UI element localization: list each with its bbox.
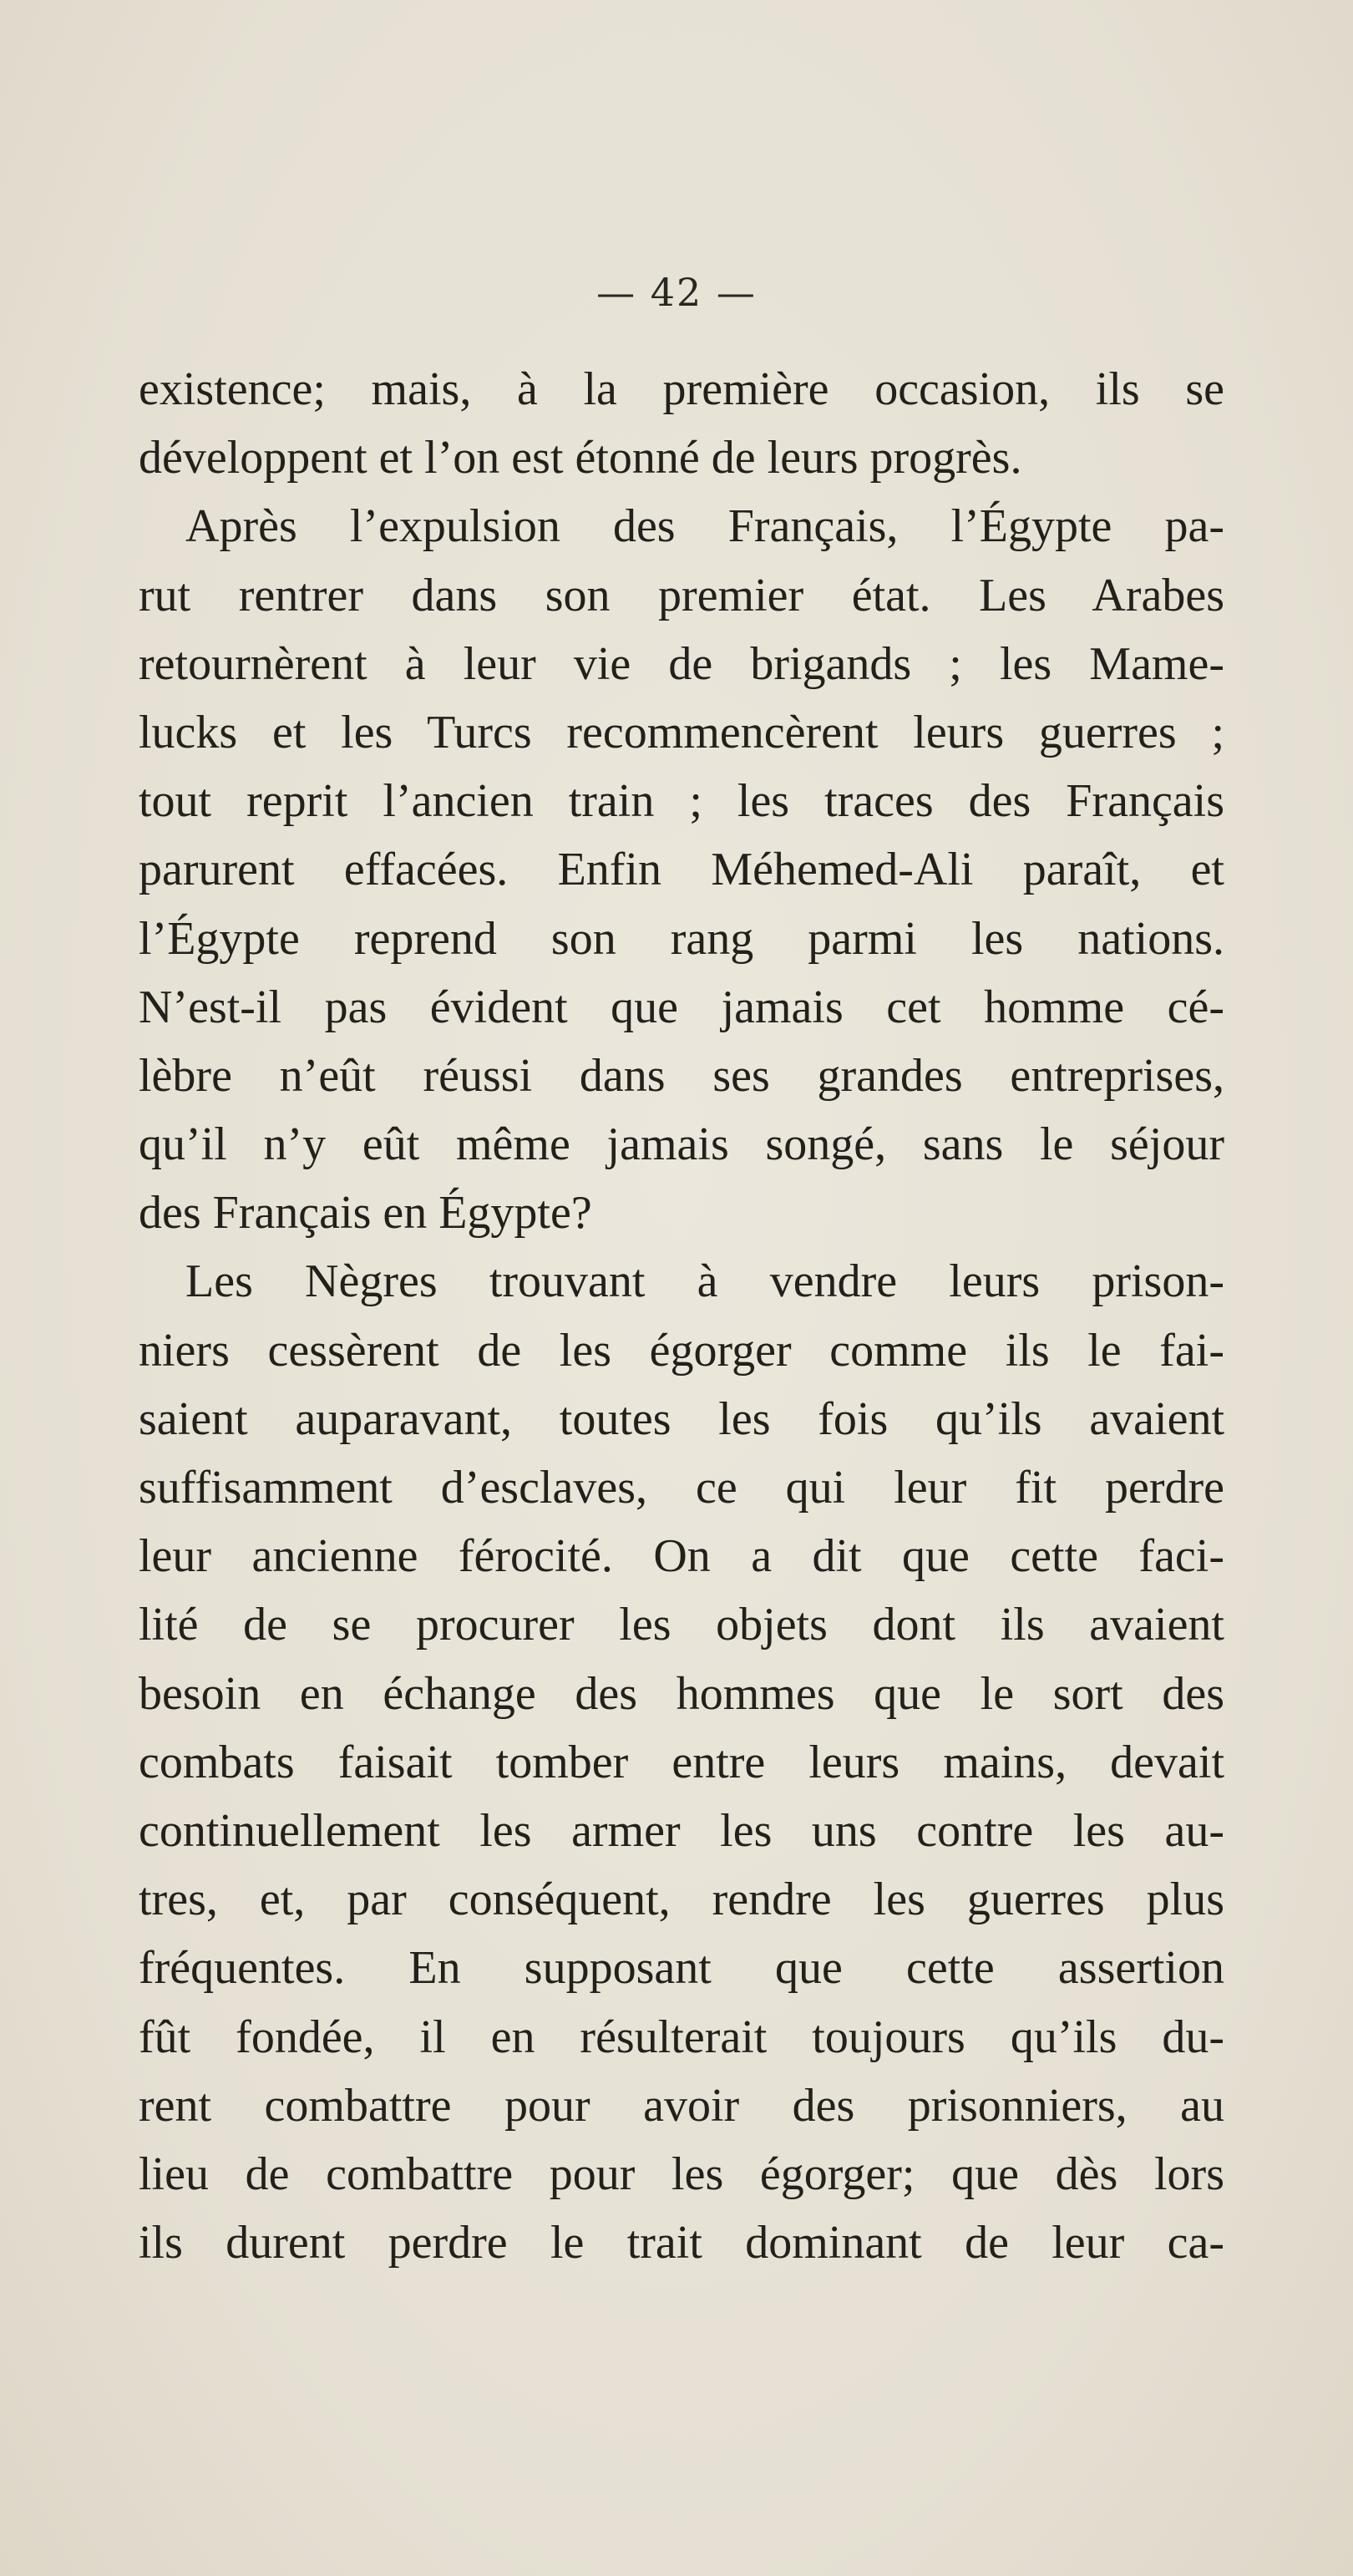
text-line: retournèrent à leur vie de brigands ; les Mame- xyxy=(139,637,1224,690)
text-line: combats faisait tomber entre leurs mains, devait xyxy=(139,1736,1224,1788)
text-line: Après l’expulsion des Français, l’Égypte pa- xyxy=(185,500,1224,553)
text-line: l’Égypte reprend son rang parmi les nations. xyxy=(139,912,1224,965)
text-line: lieu de combattre pour les égorger; que dès lors xyxy=(139,2148,1224,2200)
text-line: besoin en échange des hommes que le sort des xyxy=(139,1667,1224,1720)
text-line: lucks et les Turcs recommencèrent leurs guerres ; xyxy=(139,706,1224,758)
text-line: saient auparavant, toutes les fois qu’ils avaient xyxy=(139,1392,1224,1445)
text-line: continuellement les armer les uns contre les au- xyxy=(139,1804,1224,1857)
text-line: des Français en Égypte? xyxy=(139,1187,592,1240)
text-line: Les Nègres trouvant à vendre leurs prison- xyxy=(185,1255,1224,1308)
body-text xyxy=(139,355,1224,2277)
page-number: — 42 — xyxy=(596,270,757,315)
text-line: développent et l’on est étonné de leurs progrès. xyxy=(139,432,1022,484)
text-line: rent combattre pour avoir des prisonniers, au xyxy=(139,2079,1224,2132)
text-line: fût fondée, il en résulterait toujours qu’ils du- xyxy=(139,2011,1224,2063)
text-line: leur ancienne férocité. On a dit que cette faci- xyxy=(139,1530,1224,1583)
text-line: tres, et, par conséquent, rendre les guerres plus xyxy=(139,1874,1224,1926)
text-line: suffisamment d’esclaves, ce qui leur fit perdre xyxy=(139,1462,1224,1514)
text-line: N’est-il pas évident que jamais cet homme cé- xyxy=(139,981,1224,1033)
text-line: lèbre n’eût réussi dans ses grandes entreprises, xyxy=(139,1049,1224,1102)
text-line: tout reprit l’ancien train ; les traces des Français xyxy=(139,775,1224,828)
text-line: rut rentrer dans son premier état. Les Arabes xyxy=(139,569,1224,621)
text-line: lité de se procurer les objets dont ils avaient xyxy=(139,1599,1224,1651)
text-line: qu’il n’y eût même jamais songé, sans le séjour xyxy=(139,1118,1224,1171)
text-line: fréquentes. En supposant que cette assertion xyxy=(139,1942,1224,1995)
text-line: existence; mais, à la première occasion, ils se xyxy=(139,363,1224,415)
text-line: ils durent perdre le trait dominant de leur ca- xyxy=(139,2217,1224,2269)
text-line: niers cessèrent de les égorger comme ils le fai- xyxy=(139,1324,1224,1377)
text-line: parurent effacées. Enfin Méhemed-Ali paraît, et xyxy=(139,844,1224,896)
